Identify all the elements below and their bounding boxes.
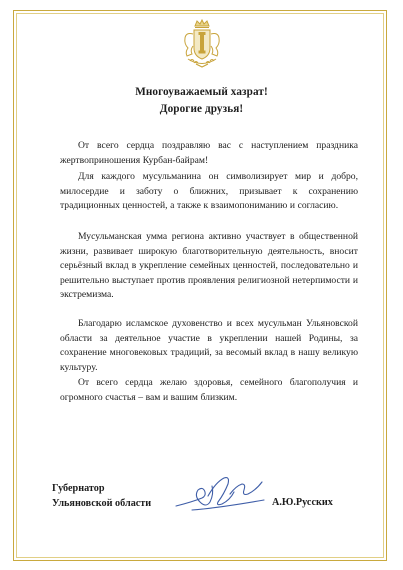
paragraph-4: Благодарю исламское духовенство и всех мусульман Ульяновской области за деятельное участие в укреплении нашей Родины, за сохранение многовековых традиций, за весомый вклад в нашу великую культуру.	[60, 318, 358, 373]
salutation-line-2: Дорогие друзья!	[159, 103, 244, 115]
paragraph-2: Для каждого мусульманина он символизирует мир и добро, милосердие и заботу о ближних, призывает к сохранению традиционных ценностей, а также к взаимопониманию и согласию.	[60, 171, 358, 211]
paragraph-3: Мусульманская умма региона активно участвует в общественной жизни, развивает широкую благотворительную деятельность, вносит серьёзный вклад в укрепление семейных ценностей, последовательно и решительно выступает против проявления религиозной нетерпимости и экстремизма.	[60, 231, 358, 300]
signature-role-line-1: Губернатор	[52, 483, 105, 494]
paragraph-1: От всего сердца поздравляю вас с наступлением праздника жертвоприношения Курбан-байрам!	[60, 140, 358, 166]
paragraph-5: От всего сердца желаю здоровья, семейного благополучия и огромного счастья – вам и вашим близким.	[60, 377, 358, 403]
handwritten-signature-icon	[172, 472, 268, 516]
signature-role-line-2: Ульяновской области	[52, 498, 152, 509]
signature-name: А.Ю.Русских	[272, 497, 333, 508]
salutation-line-1: Многоуважаемый хазрат!	[135, 86, 268, 98]
coat-of-arms-icon	[178, 18, 226, 70]
